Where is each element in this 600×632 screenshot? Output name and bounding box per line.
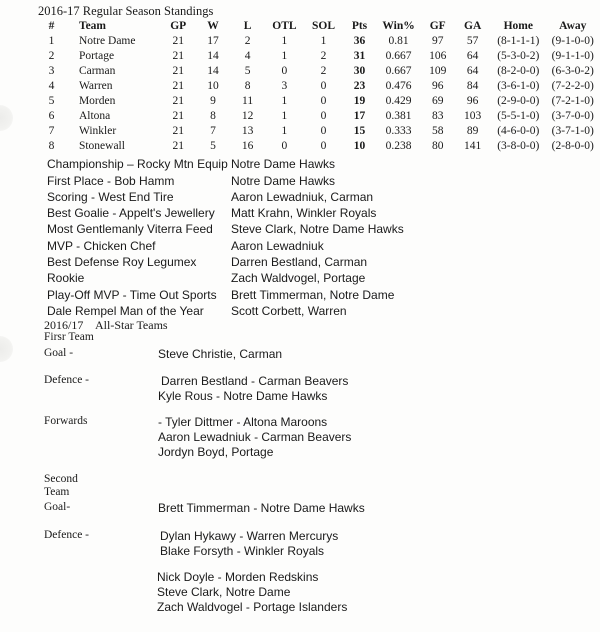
cell-gf: 80: [431, 139, 444, 152]
cell-home: (2-9-0-0): [497, 94, 540, 107]
standings-row: [40, 93, 600, 108]
cell-otl: 1: [281, 49, 288, 62]
col-w: W: [207, 20, 219, 32]
cell-otl: 3: [281, 79, 288, 92]
cell-l: 2: [244, 34, 251, 47]
second-forward-player: Zach Waldvogel - Portage Islanders: [157, 600, 348, 614]
cell-gf: 106: [429, 49, 447, 62]
cell-team: Notre Dame: [78, 34, 136, 47]
cell-team: Stonewall: [78, 139, 125, 152]
first-forward-player: Jordyn Boyd, Portage: [158, 445, 274, 459]
standings-row: [40, 48, 600, 63]
cell-gp: 21: [172, 94, 184, 107]
second-team-label: Second: [44, 473, 78, 485]
col-gp: GP: [170, 20, 187, 32]
cell-away: (9-1-0-0): [551, 34, 594, 47]
cell-away: (2-8-0-0): [551, 139, 594, 152]
second-team-label: Team: [44, 486, 70, 498]
cell-w: 17: [207, 34, 219, 47]
cell-away: (7-2-2-0): [551, 79, 594, 92]
award-winner: Scott Corbett, Warren: [231, 304, 347, 318]
col-l: L: [243, 20, 252, 32]
cell-rank: 5: [48, 94, 55, 107]
cell-otl: 1: [281, 109, 288, 122]
cell-rank: 7: [48, 124, 55, 137]
cell-gp: 21: [172, 139, 184, 152]
award-winner: Brett Timmerman, Notre Dame: [231, 288, 395, 302]
cell-team: Altona: [78, 109, 111, 122]
cell-sol: 2: [320, 64, 327, 77]
second-goal-player: Brett Timmerman - Notre Dame Hawks: [158, 501, 365, 515]
cell-gp: 21: [172, 79, 184, 92]
cell-ga: 64: [466, 64, 479, 77]
first-forward-player: - Tyler Dittmer - Altona Maroons: [158, 415, 328, 429]
cell-l: 5: [244, 64, 251, 77]
cell-home: (3-6-1-0): [497, 79, 540, 92]
standings-row: [40, 63, 600, 78]
col-home: Home: [503, 20, 533, 32]
first-defence-player: Kyle Rous - Notre Dame Hawks: [158, 389, 328, 403]
cell-sol: 1: [320, 34, 327, 47]
cell-l: 16: [241, 139, 254, 152]
cell-pts: 36: [353, 34, 366, 47]
cell-ga: 96: [466, 94, 479, 107]
award-name: Best Goalie - Appelt's Jewellery: [47, 206, 215, 220]
cell-gp: 21: [172, 124, 184, 137]
cell-sol: 0: [320, 94, 327, 107]
award-winner: Matt Krahn, Winkler Royals: [231, 206, 377, 220]
cell-home: (5-3-0-2): [497, 49, 540, 62]
cell-sol: 2: [320, 49, 327, 62]
cell-winpct: 0.476: [385, 79, 412, 92]
cell-w: 7: [210, 124, 216, 137]
cell-gf: 83: [431, 109, 444, 122]
cell-winpct: 0.381: [385, 109, 412, 122]
award-name: Championship – Rocky Mtn Equip: [47, 157, 228, 171]
award-name: Most Gentlemanly Viterra Feed: [47, 222, 213, 236]
second-defence-player: Blake Forsyth - Winkler Royals: [160, 544, 325, 558]
cell-rank: 2: [48, 49, 55, 62]
award-name: First Place - Bob Hamm: [47, 174, 175, 188]
col-rank: #: [48, 20, 55, 32]
cell-l: 12: [241, 109, 254, 122]
cell-l: 13: [241, 124, 254, 137]
first-goal-player: Steve Christie, Carman: [158, 347, 283, 361]
cell-team: Portage: [78, 49, 115, 62]
cell-gp: 21: [172, 49, 184, 62]
col-ga: GA: [464, 20, 482, 32]
second-forward-player: Steve Clark, Notre Dame: [157, 585, 291, 599]
cell-winpct: 0.81: [388, 34, 409, 47]
cell-otl: 1: [281, 34, 288, 47]
cell-away: (9-1-1-0): [551, 49, 594, 62]
col-winpct: Win%: [382, 20, 415, 32]
standings-row: [40, 108, 600, 123]
cell-team: Morden: [78, 94, 116, 107]
cell-away: (7-2-1-0): [551, 94, 594, 107]
standings-title: 2016-17 Regular Season Standings: [38, 4, 214, 18]
award-winner: Aaron Lewadniuk: [231, 239, 324, 253]
cell-pts: 19: [353, 94, 366, 107]
cell-otl: 0: [281, 139, 288, 152]
award-winner: Darren Bestland, Carman: [231, 255, 368, 269]
cell-team: Carman: [78, 64, 116, 77]
col-away: Away: [559, 20, 587, 32]
award-winner: Aaron Lewadniuk, Carman: [231, 190, 374, 204]
cell-pts: 15: [353, 124, 366, 137]
cell-rank: 6: [48, 109, 55, 122]
award-name: Rookie: [47, 271, 85, 285]
cell-ga: 84: [466, 79, 479, 92]
cell-away: (6-3-0-2): [551, 64, 594, 77]
cell-sol: 0: [320, 79, 327, 92]
cell-winpct: 0.667: [385, 64, 412, 77]
cell-sol: 0: [320, 139, 327, 152]
cell-home: (8-1-1-1): [497, 34, 540, 47]
col-gf: GF: [429, 20, 446, 32]
col-team: Team: [78, 20, 107, 32]
award-name: Best Defense Roy Legumex: [47, 255, 197, 269]
cell-w: 14: [207, 49, 219, 62]
cell-winpct: 0.238: [385, 139, 412, 152]
cell-ga: 141: [464, 139, 482, 152]
standings-table: [40, 19, 600, 153]
first-defence-label: Defence -: [44, 374, 90, 386]
allstars-heading: All-Star Teams: [95, 318, 168, 332]
cell-home: (8-2-0-0): [497, 64, 540, 77]
cell-gp: 21: [172, 34, 184, 47]
standings-row: [40, 78, 600, 93]
cell-rank: 3: [48, 64, 55, 77]
cell-w: 14: [207, 64, 219, 77]
cell-team: Winkler: [78, 124, 117, 137]
cell-otl: 1: [281, 94, 288, 107]
cell-gf: 109: [429, 64, 447, 77]
col-sol: SOL: [311, 20, 335, 32]
first-goal-label: Goal -: [44, 347, 74, 359]
cell-rank: 4: [48, 79, 55, 92]
cell-gp: 21: [172, 109, 184, 122]
award-winner: Notre Dame Hawks: [231, 174, 336, 188]
punch-hole-top: [0, 105, 13, 131]
first-team-label: Firsr Team: [44, 331, 94, 343]
cell-w: 5: [210, 139, 216, 152]
standings-row: [40, 138, 600, 153]
cell-sol: 0: [320, 124, 327, 137]
col-otl: OTL: [272, 20, 297, 32]
cell-w: 10: [207, 79, 219, 92]
cell-home: (5-5-1-0): [497, 109, 540, 122]
cell-winpct: 0.333: [385, 124, 412, 137]
cell-w: 9: [210, 94, 216, 107]
cell-otl: 0: [281, 64, 288, 77]
cell-home: (4-6-0-0): [497, 124, 540, 137]
punch-hole-bottom: [0, 336, 13, 362]
cell-pts: 30: [353, 64, 366, 77]
cell-w: 8: [210, 109, 216, 122]
cell-gf: 96: [431, 79, 444, 92]
standings-row: [40, 33, 600, 48]
cell-home: (3-8-0-0): [497, 139, 540, 152]
cell-l: 11: [242, 94, 254, 107]
cell-ga: 64: [466, 49, 479, 62]
award-name: Dale Rempel Man of the Year: [47, 304, 204, 318]
second-defence-label: Defence -: [44, 529, 90, 541]
second-forward-player: Nick Doyle - Morden Redskins: [157, 570, 319, 584]
cell-ga: 89: [466, 124, 479, 137]
cell-rank: 8: [48, 139, 55, 152]
cell-gp: 21: [172, 64, 184, 77]
award-winner: Notre Dame Hawks: [231, 157, 336, 171]
second-goal-label: Goal-: [44, 501, 71, 513]
cell-sol: 0: [320, 109, 327, 122]
cell-pts: 23: [353, 79, 366, 92]
cell-gf: 97: [431, 34, 444, 47]
cell-pts: 10: [353, 139, 366, 152]
cell-away: (3-7-1-0): [551, 124, 594, 137]
first-forward-player: Aaron Lewadniuk - Carman Beavers: [158, 430, 352, 444]
cell-away: (3-7-0-0): [551, 109, 594, 122]
first-defence-player: Darren Bestland - Carman Beavers: [161, 374, 349, 388]
cell-ga: 57: [466, 34, 479, 47]
standings-row: [40, 123, 600, 138]
cell-team: Warren: [78, 79, 113, 92]
allstars-year: 2016/17: [44, 318, 84, 332]
cell-winpct: 0.667: [385, 49, 412, 62]
cell-pts: 31: [353, 49, 366, 62]
col-pts: Pts: [351, 20, 368, 32]
award-name: Scoring - West End Tire: [47, 190, 174, 204]
award-winner: Zach Waldvogel, Portage: [231, 271, 366, 285]
first-forwards-label: Forwards: [44, 415, 88, 427]
standings-header-row: [40, 19, 600, 33]
cell-gf: 58: [431, 124, 444, 137]
cell-pts: 17: [353, 109, 366, 122]
second-defence-player: Dylan Hykawy - Warren Mercurys: [160, 529, 339, 543]
award-name: Play-Off MVP - Time Out Sports: [47, 288, 217, 302]
cell-winpct: 0.429: [385, 94, 412, 107]
award-name: MVP - Chicken Chef: [47, 239, 156, 253]
cell-l: 8: [244, 79, 251, 92]
cell-otl: 1: [281, 124, 288, 137]
cell-ga: 103: [464, 109, 482, 122]
award-winner: Steve Clark, Notre Dame Hawks: [231, 222, 404, 236]
cell-l: 4: [244, 49, 251, 62]
cell-gf: 69: [431, 94, 444, 107]
cell-rank: 1: [48, 34, 55, 47]
